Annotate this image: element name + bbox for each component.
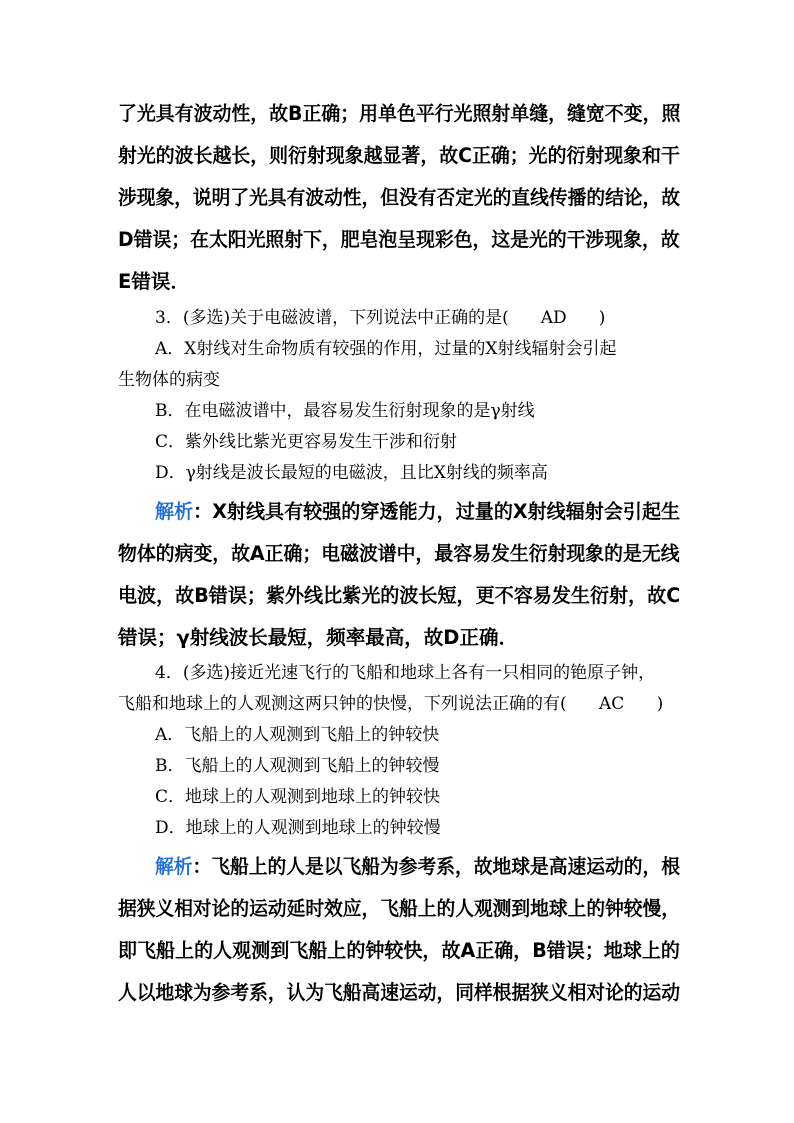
continuation-line-1: 了光具有波动性，故B正确；用单色平行光照射单缝，缝宽不变，照: [118, 102, 681, 125]
q4-option-d: D．地球上的人观测到地球上的钟较慢: [155, 818, 441, 838]
q3-option-a-line2: 生物体的病变: [118, 370, 220, 390]
q3-answer: AD: [540, 308, 567, 328]
continuation-line-5: E错误．: [118, 270, 190, 293]
q3-option-d: D．γ射线是波长最短的电磁波，且比X射线的频率高: [155, 463, 548, 483]
q3-analysis-line-3: 电波，故B错误；紫外线比紫光的波长短，更不容易发生衍射，故C: [118, 584, 681, 607]
q4-option-a: A．飞船上的人观测到飞船上的钟较快: [155, 725, 440, 745]
q4-option-c: C．地球上的人观测到地球上的钟较快: [155, 787, 441, 807]
q3-analysis-line-1: [155, 499, 680, 525]
q4-analysis-line-4: 人以地球为参考系，认为飞船高速运动，同样根据狭义相对论的运动: [118, 981, 681, 1004]
q3-option-c: C．紫外线比紫光更容易发生干涉和衍射: [155, 432, 458, 452]
q4-option-b: B．飞船上的人观测到飞船上的钟较慢: [155, 756, 440, 776]
q4-analysis-tag: 解析: [155, 855, 193, 878]
q4-stem-line2: [118, 693, 663, 715]
continuation-line-3: 涉现象，说明了光具有波动性，但没有否定光的直线传播的结论，故: [118, 186, 681, 209]
q3-stem-text: 3．(多选)关于电磁波谱，下列说法中正确的是(: [155, 308, 509, 328]
q3-stem: [155, 307, 605, 329]
q3-analysis-line-4: 错误；γ射线波长最短，频率最高，故D正确．: [118, 626, 518, 649]
q4-analysis-line-2: 据狭义相对论的运动延时效应，飞船上的人观测到地球上的钟较慢，: [118, 897, 681, 920]
continuation-line-4: D错误；在太阳光照射下，肥皂泡呈现彩色，这是光的干涉现象，故: [118, 228, 680, 251]
q3-analysis-tag: 解析: [155, 500, 194, 523]
q3-analysis-line-2: 物体的病变，故A正确；电磁波谱中，最容易发生衍射现象的是无线: [118, 542, 680, 565]
q3-option-b: B．在电磁波谱中，最容易发生衍射现象的是γ射线: [155, 401, 535, 421]
q4-stem-line1: 4．(多选)接近光速飞行的飞船和地球上各有一只相同的铯原子钟，: [155, 663, 656, 683]
q4-analysis-line-1: [155, 854, 680, 880]
q4-analysis-line-3: 即飞船上的人观测到飞船上的钟较快，故A正确，B错误；地球上的: [118, 939, 680, 962]
q4-stem-close: ): [656, 694, 664, 714]
continuation-line-2: 射光的波长越长，则衍射现象越显著，故C正确；光的衍射现象和干: [118, 144, 680, 167]
q3-stem-close: ): [598, 308, 606, 328]
q4-stem-text: 飞船和地球上的人观测这两只钟的快慢，下列说法正确的有(: [118, 694, 567, 714]
q3-option-a-line1: A．X射线对生命物质有较强的作用，过量的X射线辐射会引起: [155, 339, 617, 359]
q4-answer: AC: [598, 694, 625, 714]
q4-analysis-text: ：飞船上的人是以飞船为参考系，故地球是高速运动的，根: [192, 855, 681, 878]
q3-analysis-text: ：X射线具有较强的穿透能力，过量的X射线辐射会引起生: [193, 500, 681, 523]
